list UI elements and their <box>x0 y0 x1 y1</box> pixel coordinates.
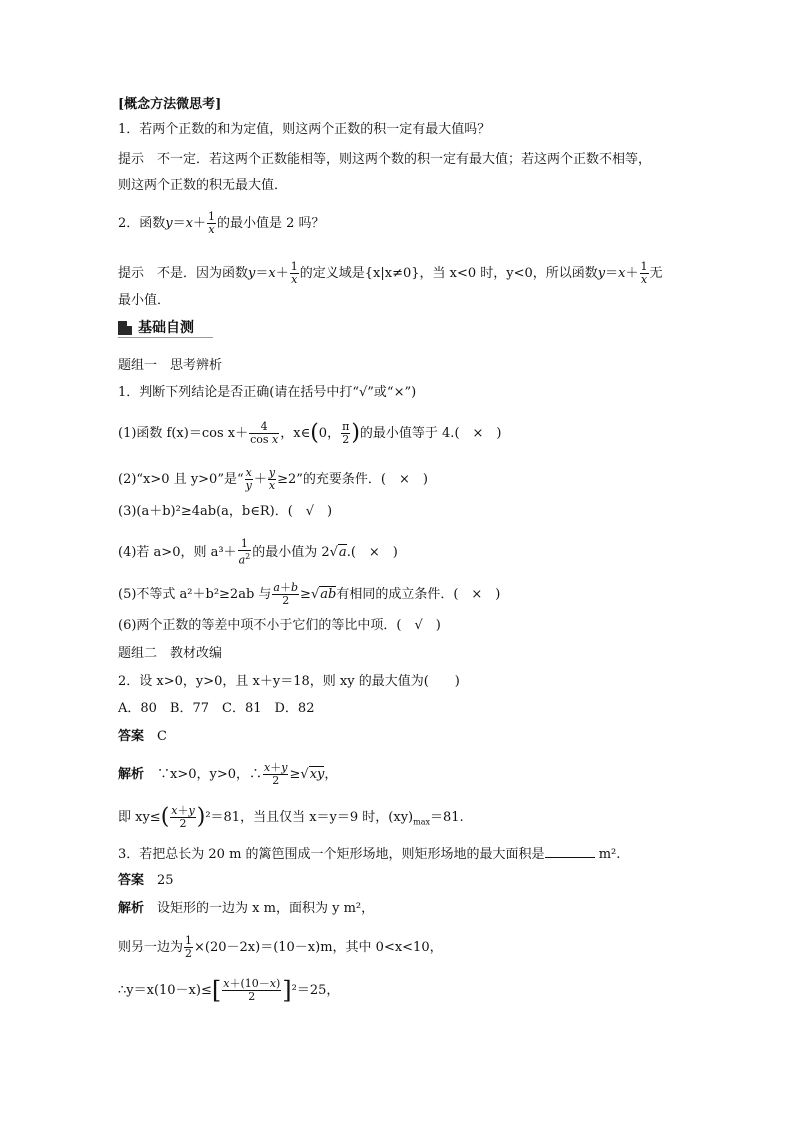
question-1-hint-line-2: 则这两个正数的积无最大值． <box>118 178 288 193</box>
question-1-hint-line-1: 提示 不一定．若这两个正数能相等，则这两个数的积一定有最大值；若这两个正数不相等， <box>118 152 652 167</box>
question-1: 1．若两个正数的和为定值，则这两个正数的积一定有最大值吗？ <box>118 122 491 137</box>
problem-3: 3．若把总长为 20 m 的篱笆围成一个矩形场地，则矩形场地的最大面积是 m². <box>118 847 621 862</box>
statement-6: (6)两个正数的等差中项不小于它们的等比中项．( √ ) <box>118 618 441 633</box>
section-flag-icon <box>118 321 132 335</box>
section-heading <box>118 319 194 337</box>
statement-1: (1)函数 f(x)＝cos x＋ $\frac{4}{\text{cos x}}$ ，x∈(0， $\frac{\pi}{2}$ )的最小值等于 4.( × ) <box>118 420 502 446</box>
answer-blank <box>545 845 595 858</box>
problem-2-answer: 答案 C <box>118 729 167 744</box>
problem-1: 1．判断下列结论是否正确(请在括号中打“√”或“×”) <box>118 385 417 400</box>
problem-2-options: A．80 B．77 C．81 D．82 <box>118 701 315 716</box>
section-title: 基础自测 <box>138 320 194 336</box>
fraction-1-over-x: $\frac{1}{x}$ <box>290 260 298 286</box>
problem-3-solution-3: ∴y＝x(10－x)≤[ $\frac{x+(10-x)}{2}$ ]²＝25， <box>118 976 340 1005</box>
fraction-1-over-x: $\frac{1}{x}$ <box>208 210 216 236</box>
problem-2-solution-2: 即 xy≤( $\frac{x+y}{2}$ )²＝81，当且仅当 x＝y＝9 时，$(xy)_{max}=81$. <box>118 804 464 830</box>
problem-2-solution-1: 解析 ∵x>0，y>0，∴ $\frac{x+y}{2}$ ≥√xy， <box>118 761 338 787</box>
statement-5: (5)不等式 a²＋b²≥2ab 与 $\frac{a+b}{2}$ ≥√ab有相同的成立条件．( × ) <box>118 581 501 607</box>
section-divider <box>118 337 213 338</box>
statement-4: (4)若 a>0，则 a³＋ $\frac{1}{a^2}$ 的最小值为 2√a.( × ) <box>118 537 398 567</box>
question-2-hint: 提示 不是．因为函数y＝x＋ $\frac{1}{x}$ 的定义域是{x|x≠0}，当 x<0 时，y<0，所以函数y＝x＋ $\frac{1}{x}$ 无 <box>118 260 663 286</box>
question-2-hint-end: 最小值． <box>118 293 171 308</box>
problem-3-solution-1: 解析 设矩形的一边为 x m，面积为 y m²， <box>118 901 375 916</box>
problem-3-solution-2: 则另一边为 $\frac{1}{2}$ ×(20－2x)＝(10－x)m，其中 0<x<10， <box>118 934 443 960</box>
statement-3: (3)(a＋b)²≥4ab(a，b∈R)．( √ ) <box>118 504 333 519</box>
fraction-1-over-x: $\frac{1}{x}$ <box>640 260 648 286</box>
group-1-heading: 题组一 思考辨析 <box>118 358 223 373</box>
problem-3-answer: 答案 25 <box>118 873 174 888</box>
question-2: 2．函数y＝x＋ $\frac{1}{x}$ 的最小值是 2 吗？ <box>118 210 325 236</box>
problem-2: 2．设 x>0，y>0，且 x＋y＝18，则 xy 的最大值为( ) <box>118 674 460 689</box>
concept-heading: [概念方法微思考] <box>118 97 222 112</box>
statement-2: (2)“x>0 且 y>0”是“ $\frac{x}{y}$ ＋ $\frac{y}{x}$ ≥2”的充要条件．( × ) <box>118 466 428 492</box>
group-2-heading: 题组二 教材改编 <box>118 646 223 661</box>
